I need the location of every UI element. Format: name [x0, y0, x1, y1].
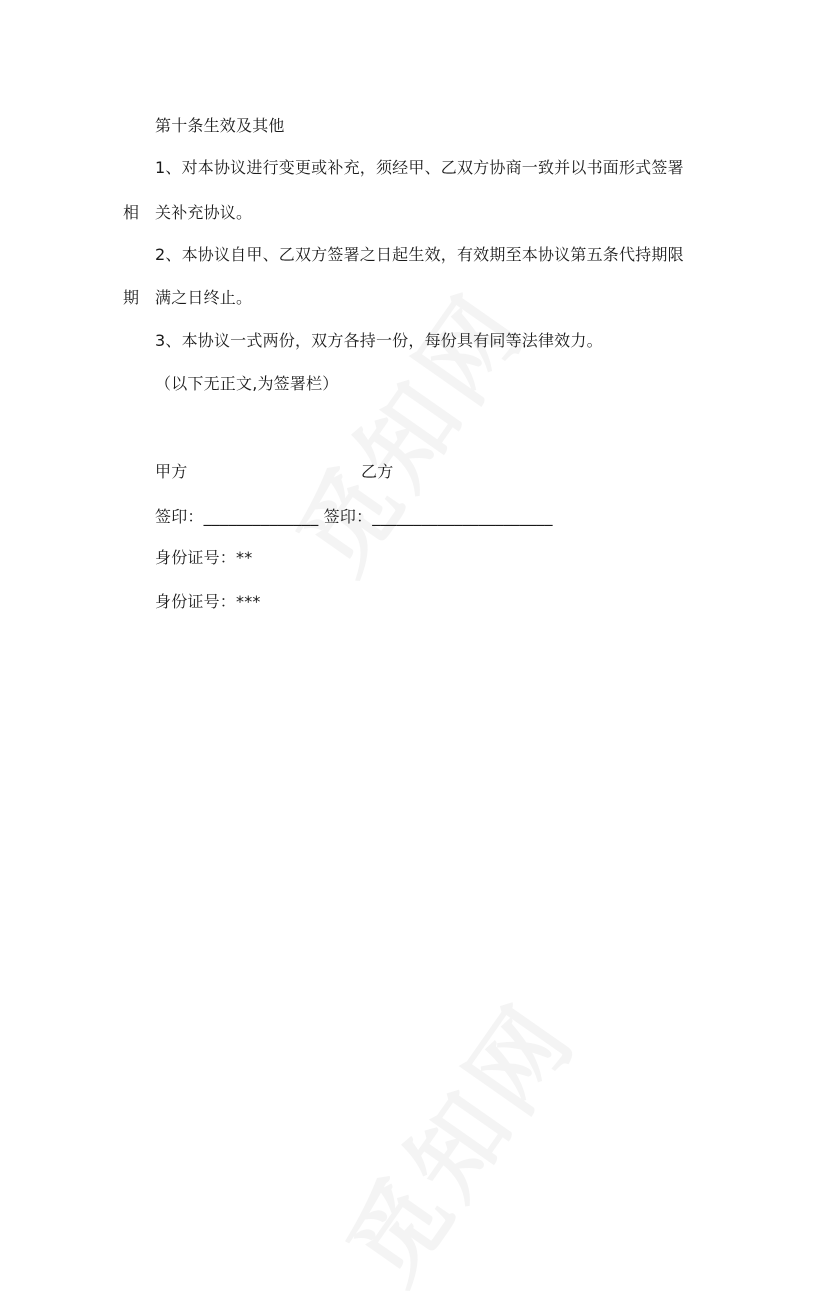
signature-note: （以下无正文,为签署栏）	[155, 374, 339, 393]
clause-2-continuation-prefix: 期	[123, 288, 140, 307]
watermark-top	[260, 261, 551, 595]
watermark-bottom	[310, 971, 601, 1305]
signature-line: 签印：______________ 签印：______________________	[155, 507, 553, 526]
party-b-label: 乙方	[361, 462, 394, 481]
clause-2-line-1: 2、本协议自甲、乙双方签署之日起生效，有效期至本协议第五条代持期限	[155, 245, 684, 264]
party-a-label: 甲方	[155, 462, 188, 481]
clause-1-continuation-prefix: 相	[123, 203, 140, 222]
id-number-line-2: 身份证号：***	[155, 592, 261, 611]
section-heading: 第十条生效及其他	[155, 116, 285, 135]
clause-2-line-2: 满之日终止。	[155, 288, 253, 307]
clause-3: 3、本协议一式两份，双方各持一份，每份具有同等法律效力。	[155, 331, 603, 350]
id-number-line-1: 身份证号：**	[155, 548, 253, 567]
clause-1-line-1: 1、对本协议进行变更或补充，须经甲、乙双方协商一致并以书面形式签署	[155, 158, 684, 177]
clause-1-line-2: 关补充协议。	[155, 203, 253, 222]
